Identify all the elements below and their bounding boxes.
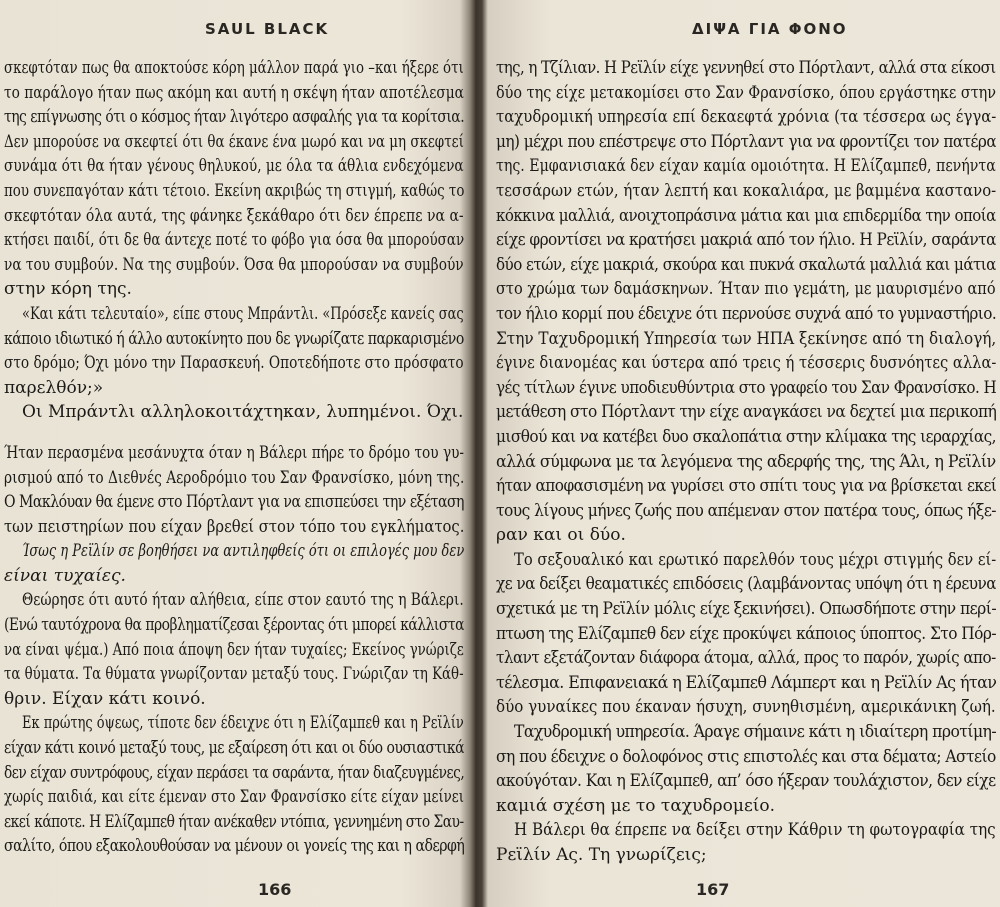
text-line: τα θύματα. Τα θύματα γνωρίζονταν μεταξύ τους. Γνώριζαν τη Κάθ- [4, 664, 464, 685]
text-line: Στην Ταχυδρομική Υπηρεσία των ΗΠΑ ξεκίνησε από τη διαλογή, [496, 328, 996, 349]
text-line: Ήταν περασμένα μεσάνυχτα όταν η Βάλερι πήρε το δρόμο του γυ- [4, 442, 464, 463]
text-line: δεν είχαν συντρόφους, είχαν περάσει τα σαράντα, ήταν διαζευγμένες, [4, 762, 464, 783]
text-line: της επίγνωσης ότι ο κόσμος ήταν λιγότερο ασφαλής για τα κορίτσια. [4, 107, 464, 128]
text-line: που συνεπαγόταν κάτι τέτοιο. Εκείνη ακριβώς τη στιγμή, καθώς το [4, 180, 464, 201]
text-line: ρισμού από το Διεθνές Αεροδρόμιο του Σαν Φρανσίσκο, μόνη της. [4, 467, 464, 488]
text-line: να του συμβούν. Να της συμβούν. Όσα θα μπορούσαν να συμβούν [4, 254, 464, 275]
text-line: κόκκινα μαλλιά, ανοιχτοπράσινα μάτια και μια επιδερμίδα την οποία [496, 205, 996, 226]
text-line: χωρίς παιδιά, και είτε έμεναν στο Σαν Φρανσίσκο είτε είχαν μείνει [4, 787, 464, 808]
text-line: Ταχυδρομική υπηρεσία. Άραγε σήμαινε κάτι η ιδιαίτερη προτίμη- [514, 722, 996, 743]
text-line: θριν. Είχαν κάτι κοινό. [4, 688, 206, 709]
text-line: μισθού και να κατέβει δυο σκαλοπάτια στην κλίμακα της ιεραρχίας, [496, 426, 996, 447]
text-line: μη) μέχρι που επέστρεψε στο Πόρτλαντ για να φροντίζει τον πατέρα [496, 131, 996, 152]
text-line: Θεώρησε ότι αυτό ήταν αλήθεια, είπε στον εαυτό της η Βάλερι. [22, 590, 464, 611]
text-line: γές τίτλων έγινε υποδιευθύντρια στο γραφείο του Σαν Φρανσίσκο. Η [496, 377, 996, 398]
text-line: εκεί κάποτε. Η Ελίζαμπεθ ήταν ανέκαθεν ντόπια, γεννημένη στο Σαυ- [4, 811, 464, 832]
text-line: τους λίγους μήνες ζωής που απέμεναν στον πατέρα τους, όπως ήξε- [496, 500, 996, 521]
text-line: ακούγόταν. Και η Ελίζαμπεθ, απ’ όσο ήξεραν τουλάχιστον, δεν είχε [496, 771, 996, 792]
text-line: ση που έδειχνε ο δολοφόνος στις επιστολές και στα δέματα; Αστείο [496, 746, 996, 767]
text-line: τον ήλιο κορμί που έδειχνε ότι περνούσε συχνά από το γυμναστήριο. [496, 303, 996, 324]
page-number: 166 [258, 880, 292, 899]
text-line: καμιά σχέση με το ταχυδρομείο. [496, 795, 776, 816]
text-line: συνάμα ότι θα ήταν γένους θηλυκού, με όλα τα άθλια ενδεχόμενα [4, 156, 464, 177]
text-line: Οι Μπράντλι αλληλοκοιτάχτηκαν, λυπημένοι. Όχι. [22, 402, 464, 423]
text-line: των πειστηρίων που είχαν βρεθεί στον τόπο του εγκλήματος. [4, 516, 464, 537]
running-head-author: SAUL BLACK [205, 20, 330, 38]
text-line: (Ενώ ταυτόχρονα θα προβληματίζεσαι ξέροντας ότι μπορεί κάλλιστα [4, 615, 464, 636]
text-line: στο χρώμα των δαμάσκηνων. Ήταν πιο γεμάτη, με μαυρισμένο από [496, 279, 996, 300]
text-line: έγινε διανομέας και ύστερα από τρεις ή τέσσερις δυσνόητες αλλα- [496, 353, 996, 374]
text-line: Ο Μακλόυαν θα έμενε στο Πόρτλαντ για να επισπεύσει την εξέταση [4, 492, 464, 513]
text-line-italic: είναι τυχαίες. [4, 565, 126, 586]
text-line: δύο γυναίκες που έκαναν ήσυχη, συνηθισμένη, αμερικάνικη ζωή. [496, 697, 996, 718]
text-line: Η Βάλερι θα έπρεπε να δείξει στην Κάθριν τη φωτογραφία της [514, 820, 996, 841]
text-line: σαλίτο, όπου εξακολουθούσαν να μένουν οι γονείς της και η αδερφή [4, 836, 464, 857]
text-line: κτήσει παιδί, ότι δε θα άντεχε ποτέ το φόβο για όσα θα μπορούσαν [4, 230, 464, 251]
text-line: σκεφτόταν πως θα αποκτούσε κόρη μάλλον παρά γιο –και ήξερε ότι [4, 58, 464, 78]
text-line: «Και κάτι τελευταίο», είπε στους Μπράντλι. «Πρόσεξε κανείς σας [22, 303, 464, 324]
text-line: να είναι ψέμα.) Από ποια άποψη δεν ήταν τυχαίες; Εκείνος γνώριζε [4, 639, 464, 660]
text-line: Δεν μπορούσε να σκεφτεί ότι θα έκανε ένα μωρό και να μη σκεφτεί [4, 131, 464, 152]
text-line: ραν και οι δύο. [496, 525, 626, 546]
text-line: κάποιο ιδιωτικό ή άλλο αυτοκίνητο που δε γνωρίζατε παρκαρισμένο [4, 328, 464, 349]
text-line: τλαντ εξετάζονταν διάφορα άτομα, αλλά, προς το παρόν, χωρίς απο- [496, 648, 996, 669]
text-line: της. Εμφανισιακά δεν είχαν καμία ομοιότητα. Η Ελίζαμπεθ, πενήντα [496, 156, 996, 177]
text-line: αλλά σύμφωνα με τα λεγόμενα της αδερφής της, της Άλι, η Ρεϊλίν [496, 451, 996, 472]
left-page [0, 0, 468, 907]
text-line: στην κόρη της. [4, 279, 132, 300]
text-line: τέλεσμα. Επιφανειακά η Ελίζαμπεθ Λάμπερτ και η Ρεϊλίν Ας ήταν [496, 672, 996, 693]
text-line: τεσσάρων ετών, ήταν λεπτή και κοκαλιάρα, με βαμμένα καστανο- [496, 180, 996, 201]
text-line: χε να δείξει θεαματικές επιδόσεις (λαμβάνοντας υπόψη ότι η έρευνα [496, 574, 996, 595]
text-line: σκεφτόταν όλα αυτά, της φάνηκε ξεκάθαρο ότι δεν έπρεπε να α- [4, 205, 464, 226]
text-line: στο δρόμο; Όχι μόνο την Παρασκευή. Οποτεδήποτε στο πρόσφατο [4, 353, 464, 374]
text-line: το παράλογο ήταν πως ακόμη και αυτή η σκέψη ήταν αποτέλεσμα [4, 82, 464, 103]
text-line: Ρεϊλίν Ας. Τη γνωρίζεις; [496, 845, 707, 865]
text-line: δύο της είχε μετακομίσει στο Σαν Φρανσίσκο, όπου εργάστηκε στην [496, 82, 996, 103]
text-line: μετάθεση στο Πόρτλαντ την είχε αναγκάσει να δεχτεί μια περικοπή [496, 402, 996, 423]
section-break [4, 425, 464, 441]
text-line: ταχυδρομική υπηρεσία επί δεκαεφτά χρόνια (τα τέσσερα ως έγγα- [496, 107, 996, 128]
text-line: πτωση της Ελίζαμπεθ δεν είχε προκύψει κάποιος ύποπτος. Στο Πόρ- [496, 623, 996, 644]
text-line: της, η Τζίλιαν. Η Ρεϊλίν είχε γεννηθεί στο Πόρτλαντ, αλλά στα είκοσι [496, 58, 996, 78]
text-line: δύο ετών, είχε μακριά, σκούρα και πυκνά σκαλωτά μαλλιά και μάτια [496, 254, 996, 275]
right-page [484, 0, 1000, 907]
text-line: είχε φροντίσει να κρατήσει μακριά από τον ήλιο. Η Ρεϊλίν, σαράντα [496, 230, 996, 251]
text-line: παρελθόν;» [4, 377, 104, 398]
text-line-italic: Ίσως η Ρεϊλίν σε βοηθήσει να αντιληφθείς ότι οι επιλογές μου δεν [22, 541, 464, 562]
text-line: ήταν αποφασισμένη να γυρίσει στο σπίτι τους για να βρίσκεται εκεί [496, 476, 996, 497]
page-number: 167 [696, 880, 730, 899]
text-line: είχαν κάτι κοινό μεταξύ τους, με εξαίρεση ότι και οι δύο ουσιαστικά [4, 738, 464, 759]
text-line: σχετικά με τη Ρεϊλίν μόλις είχε ξεκινήσει). Οπωσδήποτε στην περί- [496, 599, 996, 620]
text-line: Εκ πρώτης όψεως, τίποτε δεν έδειχνε ότι η Ελίζαμπεθ και η Ρεϊλίν [22, 713, 464, 734]
left-page-text [4, 56, 464, 859]
text-line: Το σεξουαλικό και ερωτικό παρελθόν τους μέχρι στιγμής δεν εί- [514, 549, 996, 570]
running-head-title: ΔΙΨΑ ΓΙΑ ΦΟΝΟ [692, 20, 848, 38]
right-page-text [496, 56, 996, 868]
